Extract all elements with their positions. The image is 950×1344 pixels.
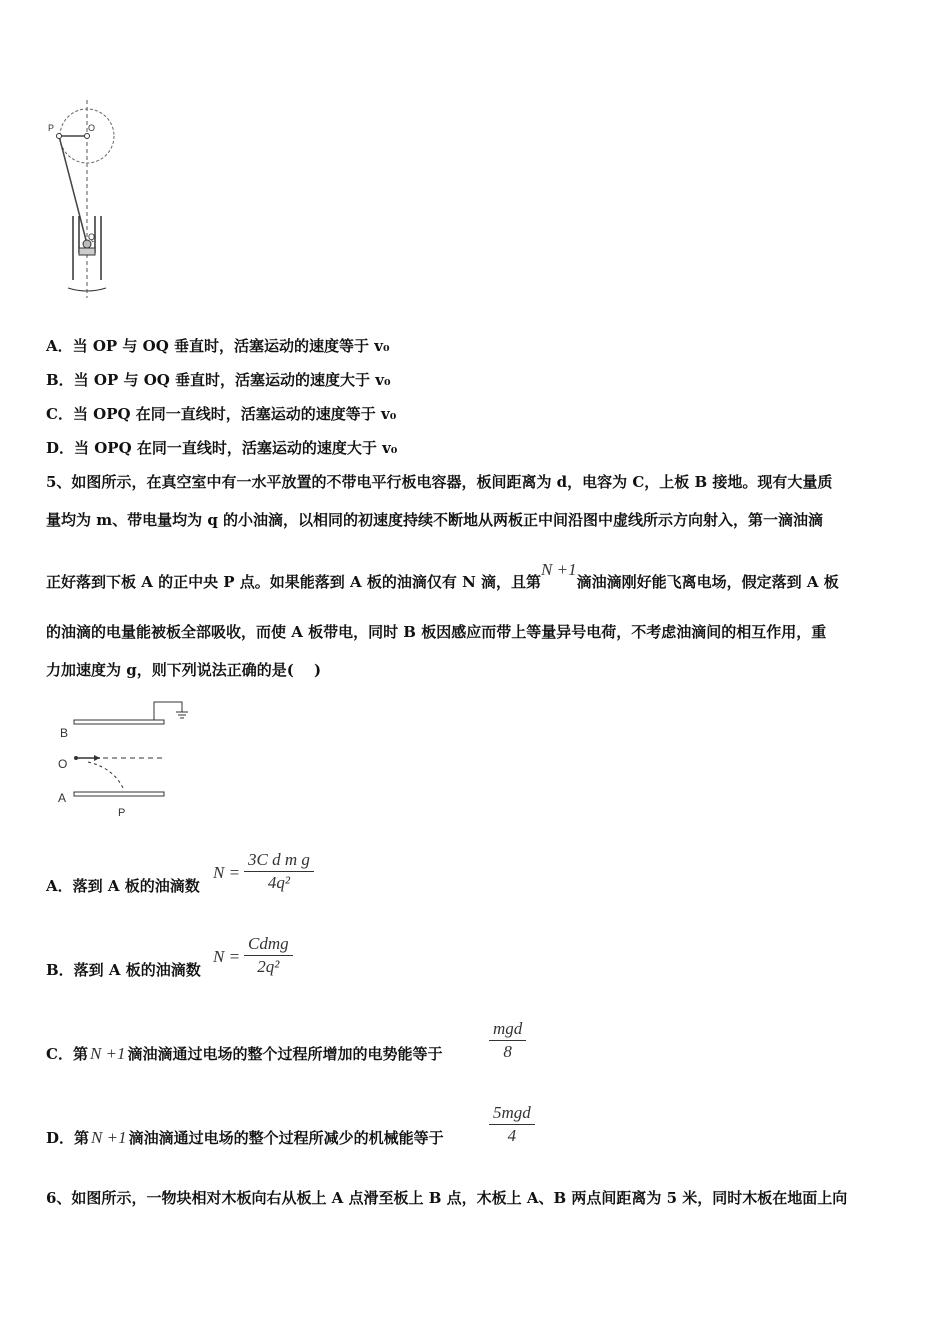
fraction-denominator: 8 <box>503 1042 512 1061</box>
q5-line3-part-a: 正好落到下板 A 的正中央 P 点。如果能落到 A 板的油滴仅有 N 滴，且第 <box>46 573 542 591</box>
ground-wire <box>154 702 182 720</box>
q5-option-b-lhs: N = <box>213 947 241 966</box>
q5-stem-line3 <box>46 560 839 592</box>
label-p: P <box>118 807 126 819</box>
fraction-denominator: 4q² <box>267 873 290 892</box>
q5-option-c-math: N +1 <box>89 1044 126 1063</box>
q4-option-d: D．当 OPQ 在同一直线时，活塞运动的速度大于 v₀ <box>46 439 398 457</box>
fraction-numerator: mgd <box>493 1019 523 1038</box>
crank-piston-figure <box>46 98 136 303</box>
fraction-numerator: 3C d m g <box>248 850 310 869</box>
q6-stem-line1: 6、如图所示，一物块相对木板向右从板上 A 点滑至板上 B 点，木板上 A、B 两点间距离为 5 米，同时木板在地面上向 <box>46 1189 848 1207</box>
q5-option-d-text: 滴油滴通过电场的整个过程所减少的机械能等于 <box>128 1129 444 1147</box>
piston <box>79 248 95 255</box>
trajectory-dashed <box>88 762 124 790</box>
fraction-denominator: 4 <box>507 1126 517 1145</box>
fraction-bar <box>244 955 293 956</box>
q5-option-a-fraction <box>244 850 314 893</box>
fraction-denominator: 2q² <box>257 957 280 976</box>
q5-option-c-fraction <box>489 1019 526 1062</box>
label-q: Q <box>88 232 96 242</box>
q5-option-a-text: A．落到 A 板的油滴数 <box>46 877 200 895</box>
label-p: P <box>48 123 55 133</box>
q5-option-b-text: B．落到 A 板的油滴数 <box>46 961 201 979</box>
q5-line3-math: N +1 <box>541 560 577 579</box>
q5-stem-line1: 5、如图所示，在真空室中有一水平放置的不带电平行板电容器，板间距离为 d，电容为 C，上板 B 接地。现有大量质 <box>46 473 833 491</box>
point-p <box>57 134 62 139</box>
arrow-head <box>94 755 100 761</box>
q5-option-a-lhs: N = <box>213 863 241 882</box>
plate-a <box>74 792 164 796</box>
q4-option-c: C．当 OPQ 在同一直线时，活塞运动的速度等于 v₀ <box>46 405 397 423</box>
label-o: O <box>58 757 68 771</box>
q4-option-b: B．当 OP 与 OQ 垂直时，活塞运动的速度大于 v₀ <box>46 371 391 389</box>
q5-stem-line4: 的油滴的电量能被板全部吸收，而使 A 板带电，同时 B 板因感应而带上等量异号电荷，不考虑油滴间的相互作用，重 <box>46 623 827 641</box>
fraction-numerator: 5mgd <box>493 1103 531 1122</box>
q5-option-d-math: N +1 <box>91 1128 127 1147</box>
q5-option-d-fraction <box>489 1103 535 1146</box>
q5-option-c-prefix: C．第 <box>46 1045 88 1063</box>
q4-option-a: A．当 OP 与 OQ 垂直时，活塞运动的速度等于 v₀ <box>46 337 390 355</box>
q5-stem-line2: 量均为 m、带电量均为 q 的小油滴，以相同的初速度持续不断地从两板正中间沿图中虚线所示方向射入，第一滴油滴 <box>46 511 824 529</box>
q5-option-a <box>46 876 200 896</box>
label-a: A <box>58 791 67 805</box>
fraction-bar <box>489 1040 526 1041</box>
fraction-numerator: Cdmg <box>248 934 289 953</box>
plate-b <box>74 720 164 724</box>
q5-option-c <box>46 1044 443 1064</box>
q5-stem-line5: 力加速度为 g，则下列说法正确的是( ) <box>46 661 322 679</box>
q5-line3-part-b: 滴油滴刚好能飞离电场，假定落到 A 板 <box>576 573 839 591</box>
point-o <box>85 134 90 139</box>
capacitor-figure <box>54 700 204 825</box>
q5-option-d <box>46 1128 444 1148</box>
fraction-bar <box>244 871 314 872</box>
label-b: B <box>60 726 69 740</box>
fraction-bar <box>489 1124 535 1125</box>
q5-option-b <box>46 960 201 980</box>
label-o: O <box>88 123 96 133</box>
q5-option-b-fraction <box>244 934 293 977</box>
q5-option-d-prefix: D．第 <box>46 1129 90 1147</box>
q5-option-c-text: 滴油滴通过电场的整个过程所增加的电势能等于 <box>127 1045 443 1063</box>
